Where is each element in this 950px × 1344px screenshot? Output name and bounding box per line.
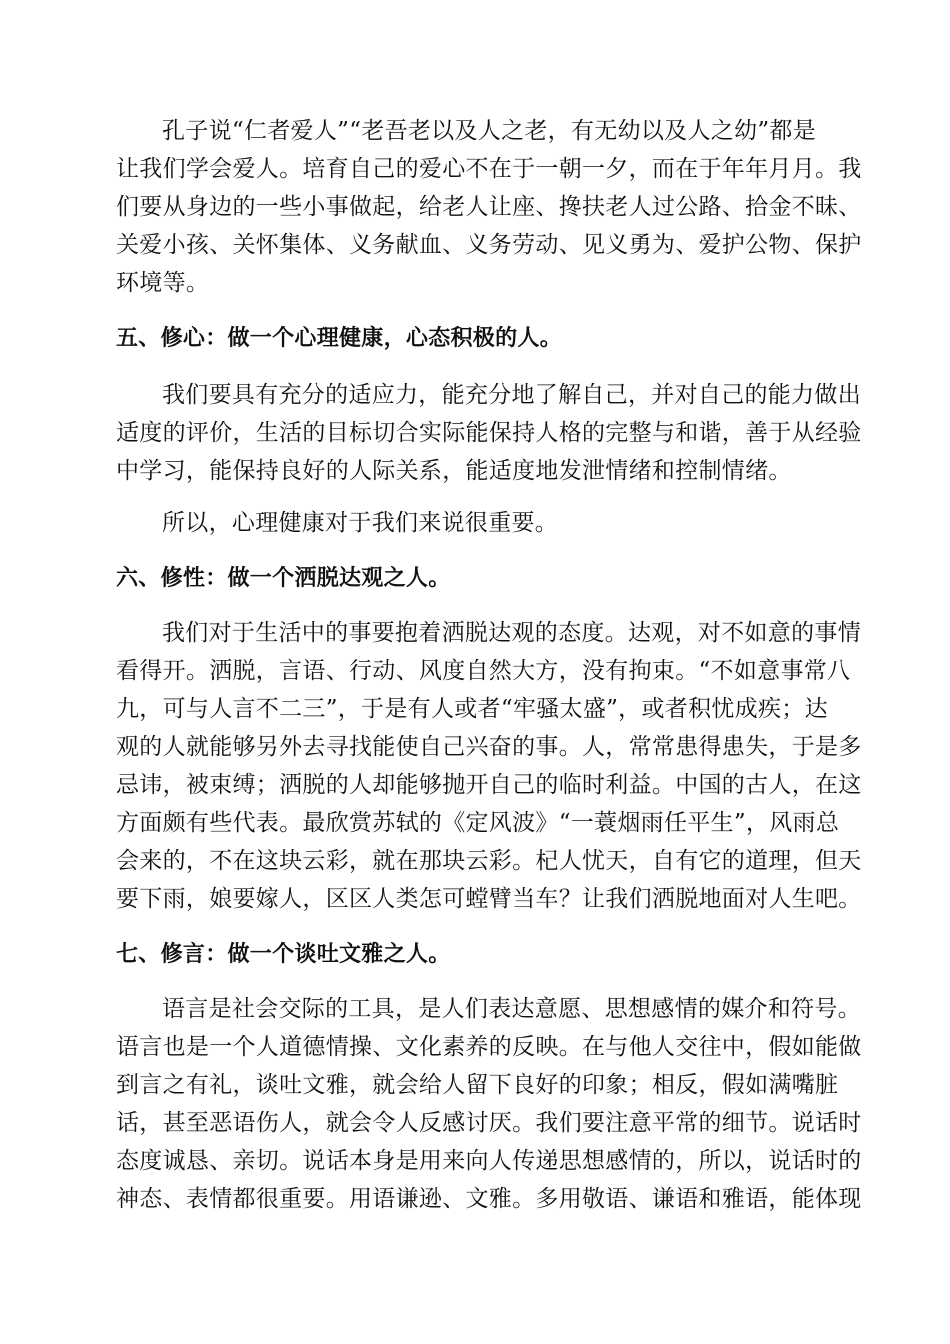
- paragraph-5-line-2: 语言也是一个人道德情操、文化素养的反映。在与他人交往中，假如能做: [116, 1034, 862, 1060]
- paragraph-2-line-1: 我们要具有充分的适应力，能充分地了解自己，并对自己的能力做出: [162, 382, 861, 408]
- paragraph-4-line-6: 方面颇有些代表。最欣赏苏轼的《定风波》“一蓑烟雨任平生”，风雨总: [116, 810, 840, 836]
- paragraph-2-line-2: 适度的评价，生活的目标切合实际能保持人格的完整与和谐，善于从经验: [116, 420, 862, 446]
- paragraph-5-line-3: 到言之有礼，谈吐文雅，就会给人留下良好的印象；相反，假如满嘴脏: [116, 1072, 839, 1098]
- section-heading-7: 七、修言：做一个谈吐文雅之人。: [116, 942, 451, 967]
- paragraph-4-line-1: 我们对于生活中的事要抱着洒脱达观的态度。达观，对不如意的事情: [162, 620, 861, 646]
- paragraph-1-line-1: 孔子说“仁者爱人”“老吾老以及人之老，有无幼以及人之幼”都是: [162, 118, 817, 144]
- paragraph-1-line-2: 让我们学会爱人。培育自己的爱心不在于一朝一夕，而在于年年月月。我: [116, 156, 862, 182]
- paragraph-1-line-3: 们要从身边的一些小事做起，给老人让座、搀扶老人过公路、拾金不昧、: [116, 194, 862, 220]
- paragraph-4-line-3: 九，可与人言不二三”，于是有人或者“牢骚太盛”，或者积忧成疾；达: [116, 696, 828, 722]
- paragraph-3-line-1: 所以，心理健康对于我们来说很重要。: [162, 510, 559, 536]
- paragraph-1-line-4: 关爱小孩、关怀集体、义务献血、义务劳动、见义勇为、爱护公物、保护: [116, 232, 862, 258]
- paragraph-4-line-2: 看得开。洒脱，言语、行动、风度自然大方，没有拘束。“不如意事常八: [116, 658, 851, 684]
- paragraph-5-line-4: 话，甚至恶语伤人，就会令人反感讨厌。我们要注意平常的细节。说话时: [116, 1110, 862, 1136]
- section-heading-5: 五、修心：做一个心理健康，心态积极的人。: [116, 326, 563, 351]
- paragraph-4-line-5: 忌讳，被束缚；洒脱的人却能够抛开自己的临时利益。中国的古人，在这: [116, 772, 862, 798]
- paragraph-4-line-7: 会来的，不在这块云彩，就在那块云彩。杞人忧天，自有它的道理，但天: [116, 848, 862, 874]
- paragraph-1-line-5: 环境等。: [116, 270, 210, 296]
- section-heading-6: 六、修性：做一个洒脱达观之人。: [116, 566, 451, 591]
- paragraph-2-line-3: 中学习，能保持良好的人际关系，能适度地发泄情绪和控制情绪。: [116, 458, 792, 484]
- paragraph-5-line-1: 语言是社会交际的工具，是人们表达意愿、思想感情的媒介和符号。: [162, 996, 861, 1022]
- paragraph-4-line-4: 观的人就能够另外去寻找能使自己兴奋的事。人，常常患得患失，于是多: [116, 734, 862, 760]
- paragraph-5-line-5: 态度诚恳、亲切。说话本身是用来向人传递思想感情的，所以，说话时的: [116, 1148, 862, 1174]
- paragraph-4-line-8: 要下雨，娘要嫁人，区区人类怎可螳臂当车？让我们洒脱地面对人生吧。: [116, 886, 862, 912]
- paragraph-5-line-6: 神态、表情都很重要。用语谦逊、文雅。多用敬语、谦语和雅语，能体现: [116, 1186, 862, 1212]
